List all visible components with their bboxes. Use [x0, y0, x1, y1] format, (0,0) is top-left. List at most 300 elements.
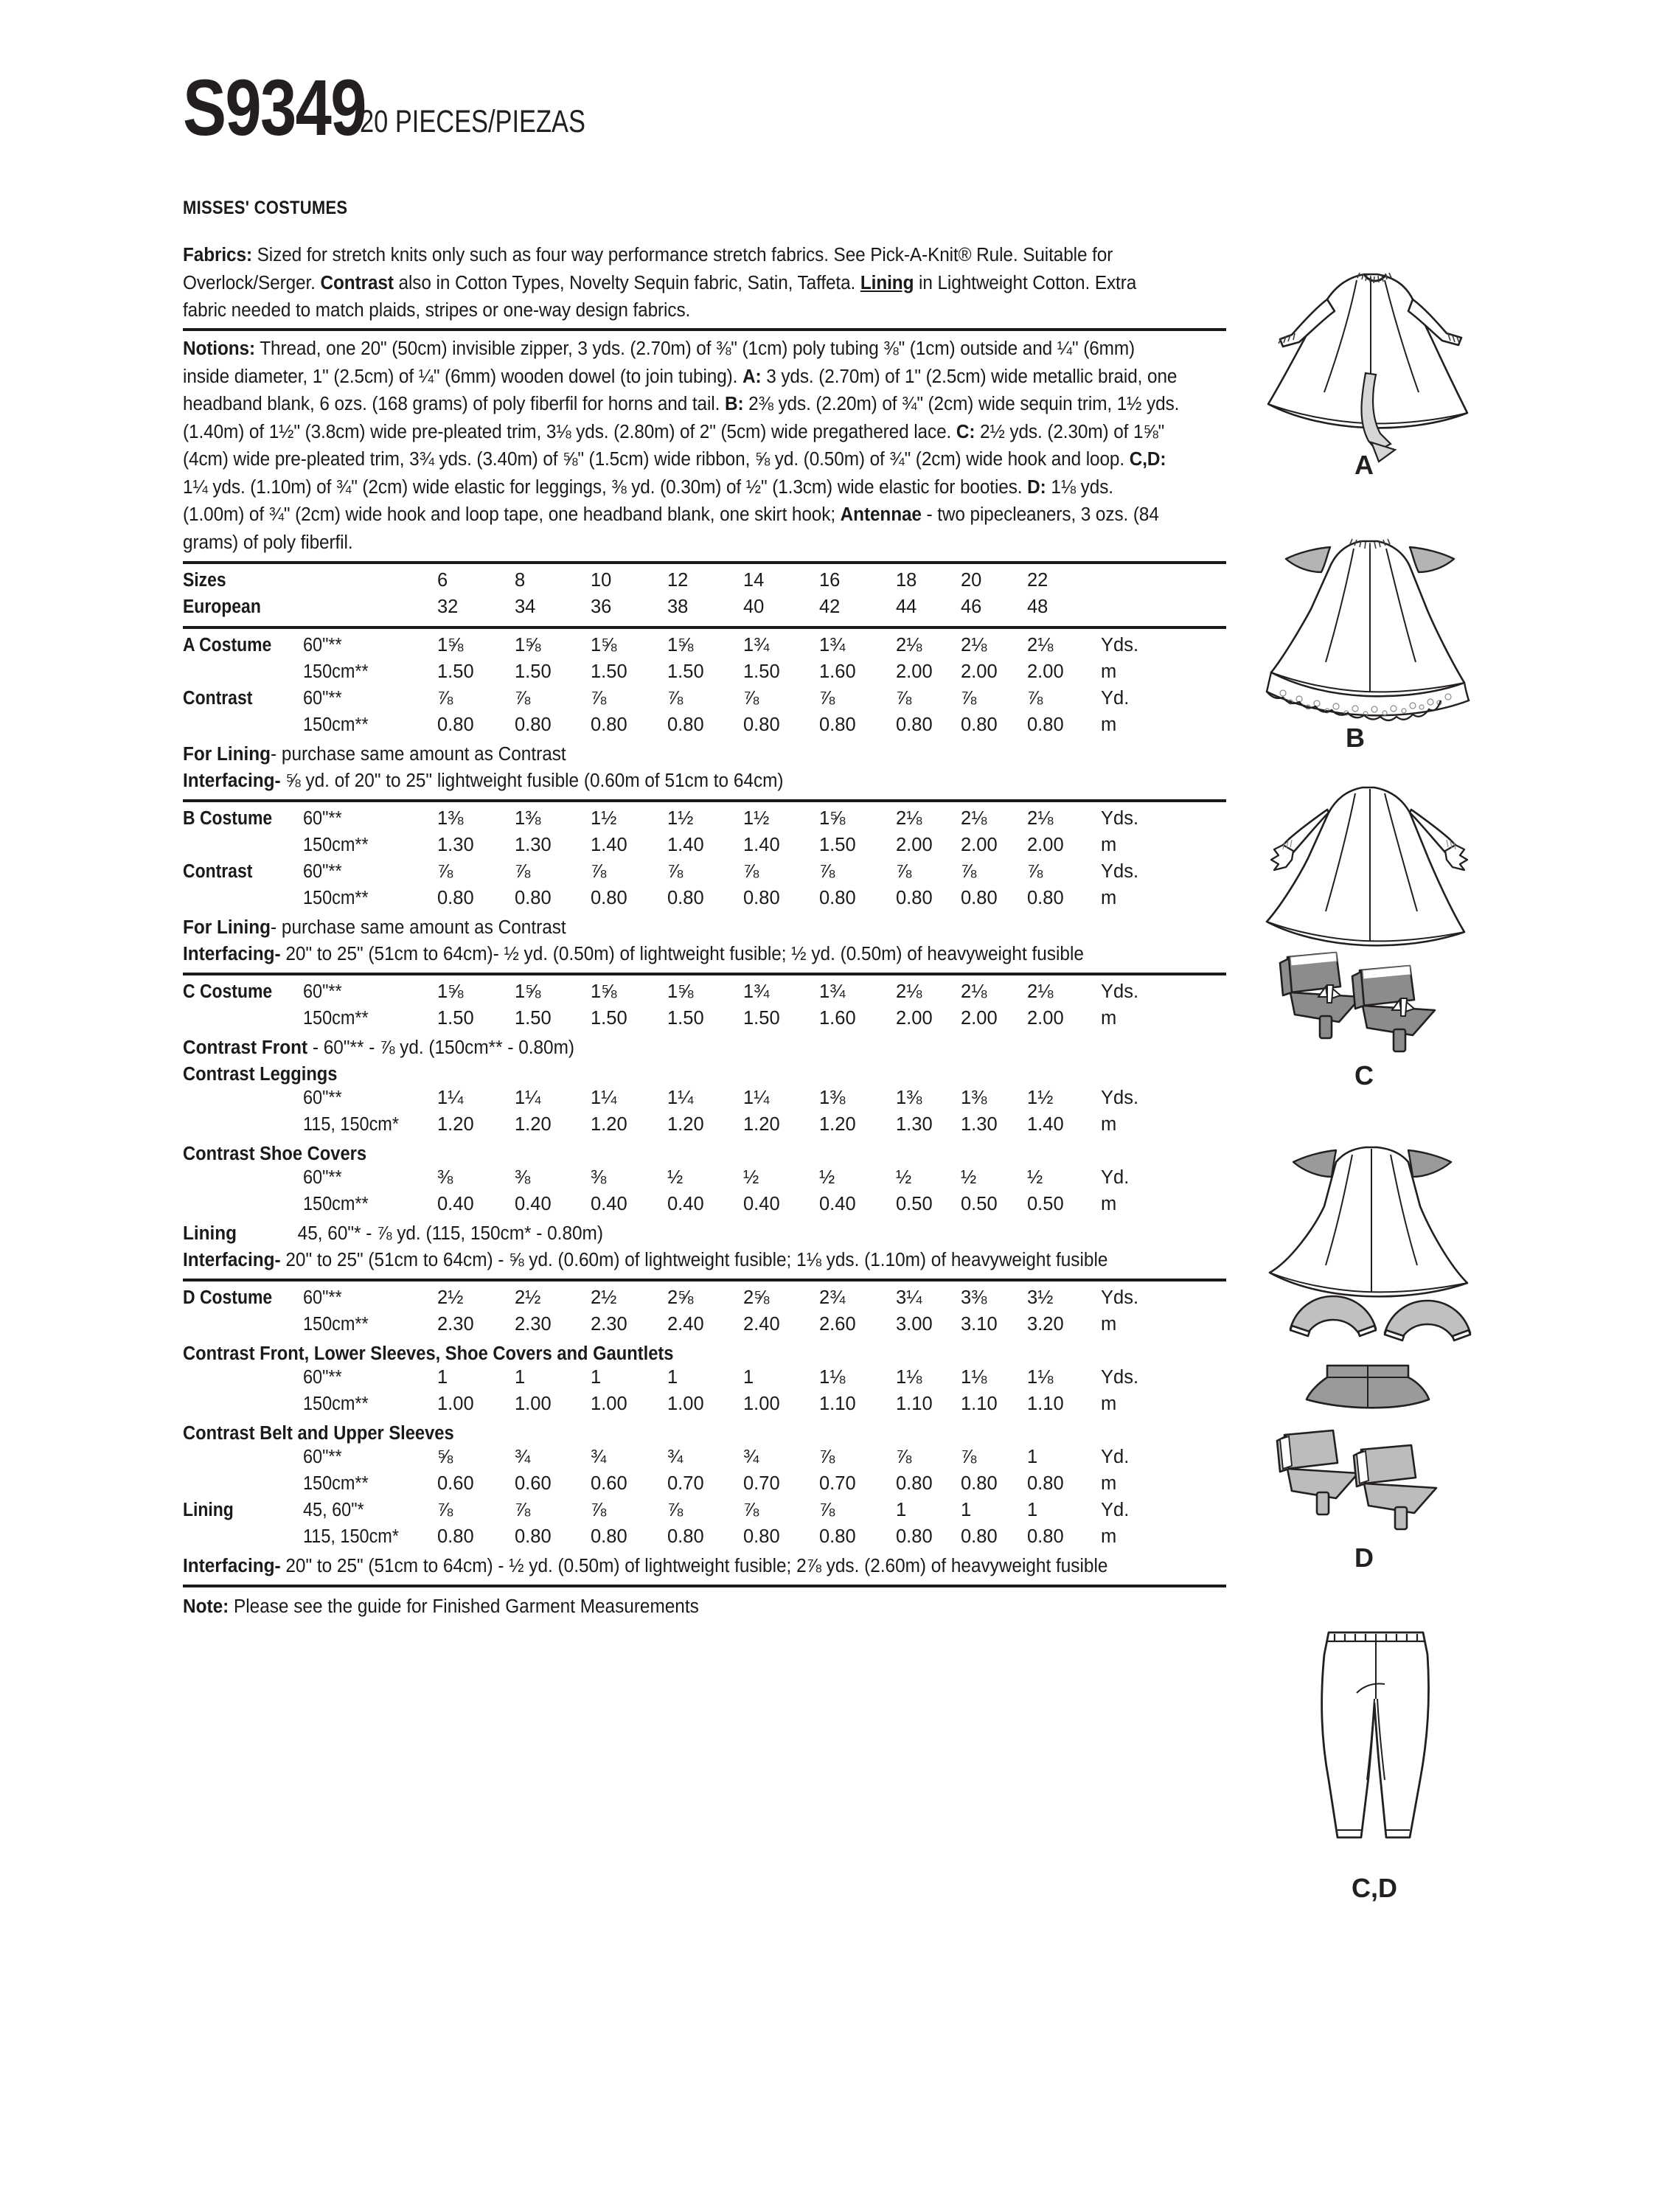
- european-row-value: 32: [437, 597, 459, 617]
- contrast-front-value: 1: [667, 1367, 678, 1388]
- section-d-value: 3½: [1027, 1287, 1054, 1308]
- contrast-front-value: 1.00: [591, 1394, 627, 1414]
- shoecovers-value: ⅜: [437, 1167, 453, 1188]
- section-a-unit: Yds.: [1101, 635, 1139, 655]
- section-a-value: ⅞: [591, 688, 607, 709]
- section-b-value: 2⅛: [896, 808, 922, 829]
- contrast-belt-value: 0.60: [437, 1473, 474, 1494]
- divider-after-sizes: [183, 626, 1226, 629]
- section-d-value: 2.40: [743, 1314, 780, 1335]
- contrast-belt-value: ¾: [743, 1447, 759, 1467]
- section-c-note-0: [183, 1220, 1179, 1247]
- notions-c-text: 2½ yds. (2.30m) of 1⅝" (4cm) wide pre-pleated trim, 3¾ yds. (3.40m) of ⅝" (1.5cm) wide ribbon, ⅝ yd. (0.50m) of ¾" (2cm) wide hook and loop.: [183, 421, 1165, 470]
- table-row: [183, 1473, 1226, 1500]
- lining-value: 0.80: [515, 1526, 552, 1547]
- european-row-value: 34: [515, 597, 536, 617]
- contrast-front-value: 1.00: [743, 1394, 780, 1414]
- lining-value: ⅞: [667, 1500, 684, 1520]
- section-b-unit: Yds.: [1101, 861, 1139, 882]
- section-b-value: 0.80: [437, 888, 474, 908]
- table-row: [183, 808, 1226, 835]
- leggings-value: 1.20: [437, 1114, 474, 1135]
- section-c-fabric-width: 150cm**: [303, 1008, 369, 1029]
- sizes-row: [183, 570, 1226, 597]
- section-a-value: 2⅛: [896, 635, 922, 655]
- section-c-value: 1¾: [743, 981, 770, 1002]
- table-row: [183, 1194, 1226, 1220]
- contrast-front-value: 1.10: [1027, 1394, 1064, 1414]
- contrast-belt-value: 1: [1027, 1447, 1038, 1467]
- contrast-front-value: 1⅛: [961, 1367, 987, 1388]
- section-c-note-0-text: 45, 60"* - ⅞ yd. (115, 150cm* - 0.80m): [297, 1223, 603, 1244]
- section-a-value: 1¾: [819, 635, 846, 655]
- section-b-value: 0.80: [591, 888, 627, 908]
- section-a-value: 2.00: [1027, 661, 1064, 682]
- table-row: [183, 661, 1226, 688]
- section-b-note-0-text: - purchase same amount as Contrast: [271, 917, 566, 938]
- section-d-value: 2.60: [819, 1314, 856, 1335]
- contrast-belt-unit: m: [1101, 1473, 1117, 1494]
- contrast-front-fabric-width: 150cm**: [303, 1394, 369, 1414]
- table-row: [183, 1367, 1226, 1394]
- section-b-value: 0.80: [515, 888, 552, 908]
- leggings-value: 1⅜: [896, 1088, 922, 1108]
- contrast-belt-value: ¾: [515, 1447, 531, 1467]
- leggings-value: 1.20: [515, 1114, 552, 1135]
- contrast-belt-value: ⅞: [896, 1447, 912, 1467]
- section-d-value: 2½: [515, 1287, 541, 1308]
- contrast-front-fabric-width: 60"**: [303, 1367, 342, 1388]
- section-d-value: 3.10: [961, 1314, 998, 1335]
- divider-after-section-c: [183, 1279, 1226, 1281]
- fabrics-paragraph: [183, 242, 1179, 325]
- contrast-front-value: 1.10: [819, 1394, 856, 1414]
- section-d-value: 2½: [591, 1287, 617, 1308]
- leggings-value: 1.30: [961, 1114, 998, 1135]
- fabrics-text-3: in Lightweight Cotton. Extra fabric needed to match plaids, stripes or one-way design fabrics.: [183, 272, 1137, 321]
- section-b-value: 1⅜: [437, 808, 464, 829]
- section-d: [183, 1287, 1226, 1579]
- contrast-belt-value: ⅞: [961, 1447, 977, 1467]
- section-b-value: 1½: [743, 808, 770, 829]
- lining-value: 0.80: [591, 1526, 627, 1547]
- section-a-value: 1⅝: [667, 635, 694, 655]
- section-a-value: 0.80: [437, 714, 474, 735]
- leggings-value: 1.40: [1027, 1114, 1064, 1135]
- section-a-value: ⅞: [1027, 688, 1043, 709]
- lining-value: 0.80: [743, 1526, 780, 1547]
- section-a-value: 1.50: [667, 661, 704, 682]
- section-b-value: 1½: [591, 808, 617, 829]
- section-b-unit: Yds.: [1101, 808, 1139, 829]
- notions-antennae-text: - two pipecleaners, 3 ozs. (84 grams) of poly fiberfil.: [183, 504, 1159, 553]
- shoecovers-unit: m: [1101, 1194, 1117, 1214]
- section-a-value: ⅞: [437, 688, 453, 709]
- section-d-value: 2⅝: [743, 1287, 770, 1308]
- section-c-value: 1.50: [591, 1008, 627, 1029]
- section-c-value: 1.50: [667, 1008, 704, 1029]
- table-row: [183, 981, 1226, 1008]
- section-a-value: 1.50: [515, 661, 552, 682]
- shoecovers-value: 0.50: [896, 1194, 933, 1214]
- sizes-row-value: 20: [961, 570, 982, 591]
- shoecovers-value: ½: [743, 1167, 759, 1188]
- notions-c-label: C:: [956, 421, 975, 442]
- section-d-value: 2.30: [591, 1314, 627, 1335]
- section-b-value: 1.50: [819, 835, 856, 855]
- notions-intro: Thread, one 20" (50cm) invisible zipper, 3 yds. (2.70m) of ⅜" (1cm) poly tubing ⅜" (1cm) outside and ¼" (6mm) inside diameter, 1" (2.5cm) of ¼" (6mm) wooden dowel (to join tubing).: [183, 338, 1135, 387]
- shoecovers-value: 0.40: [667, 1194, 704, 1214]
- leggings-fabric-width: 115, 150cm*: [303, 1114, 399, 1135]
- section-d-value: 2.40: [667, 1314, 704, 1335]
- leggings-value: 1.20: [591, 1114, 627, 1135]
- section-a-value: 0.80: [896, 714, 933, 735]
- section-c-label: C Costume: [183, 981, 273, 1002]
- shoecovers-value: 0.40: [591, 1194, 627, 1214]
- contrast-belt-value: ⅞: [819, 1447, 835, 1467]
- illustration-view-d: [1253, 1135, 1534, 1578]
- shoecovers-unit: Yd.: [1101, 1167, 1130, 1188]
- contrast-front-value: 1: [591, 1367, 602, 1388]
- section-b-label: Contrast: [183, 861, 253, 882]
- european-row-value: 42: [819, 597, 841, 617]
- table-row: [183, 835, 1226, 861]
- section-a-value: 2⅛: [961, 635, 987, 655]
- lining-value: 1: [896, 1500, 907, 1520]
- section-c-unit: m: [1101, 1008, 1117, 1029]
- european-row-value: 38: [667, 597, 689, 617]
- section-a-value: 0.80: [961, 714, 998, 735]
- section-a-value: 0.80: [667, 714, 704, 735]
- contrast-shoecovers-heading: Contrast Shoe Covers: [183, 1144, 367, 1164]
- european-row-value: 36: [591, 597, 612, 617]
- contrast-belt-value: 0.70: [819, 1473, 856, 1494]
- table-row: [183, 714, 1226, 741]
- contrast-belt-value: ¾: [667, 1447, 684, 1467]
- section-b-value: 1.30: [515, 835, 552, 855]
- contrast-belt-unit: Yd.: [1101, 1447, 1130, 1467]
- notions-label: Notions:: [183, 338, 255, 359]
- shoecovers-value: 0.50: [961, 1194, 998, 1214]
- section-d-unit: m: [1101, 1314, 1117, 1335]
- section-a-label: A Costume: [183, 635, 272, 655]
- section-c-value: 1⅝: [591, 981, 617, 1002]
- section-c-value: 1.50: [743, 1008, 780, 1029]
- shoe-cover-pair: [1280, 953, 1435, 1051]
- sizes-row-label: Sizes: [183, 570, 226, 591]
- view-label-c: C: [1354, 1060, 1374, 1091]
- section-c: [183, 981, 1226, 1273]
- section-c-value: 1¾: [819, 981, 846, 1002]
- section-b-fabric-width: 150cm**: [303, 835, 369, 855]
- section-b-value: 1.40: [667, 835, 704, 855]
- contrast-belt-value: 0.80: [1027, 1473, 1064, 1494]
- section-a-value: 1.50: [437, 661, 474, 682]
- section-b-value: 1⅝: [819, 808, 846, 829]
- section-a-label: Contrast: [183, 688, 253, 709]
- leggings-value: 1¼: [437, 1088, 464, 1108]
- shoecovers-value: 0.40: [437, 1194, 474, 1214]
- section-b-value: 1.40: [591, 835, 627, 855]
- contrast-front-value: 1: [743, 1367, 754, 1388]
- lining-unit: Yd.: [1101, 1500, 1130, 1520]
- section-b-value: ⅞: [896, 861, 912, 882]
- leggings-value: 1¼: [667, 1088, 694, 1108]
- section-a-value: 1⅝: [515, 635, 541, 655]
- section-b-note-1-label: Interfacing-: [183, 944, 281, 964]
- view-label-b: B: [1346, 723, 1365, 753]
- sizes-row-value: 6: [437, 570, 448, 591]
- view-label-cd: C,D: [1352, 1873, 1397, 1903]
- section-c-value: 2.00: [896, 1008, 933, 1029]
- section-c-note-0-label: Lining: [183, 1223, 237, 1244]
- fabrics-contrast-label: Contrast: [320, 272, 394, 293]
- table-row: [183, 1114, 1226, 1141]
- contrast-belt-value: 0.80: [896, 1473, 933, 1494]
- section-b-unit: m: [1101, 835, 1117, 855]
- section-c-note-1: [183, 1247, 1179, 1273]
- section-a: [183, 635, 1226, 794]
- contrast-front-value: 1: [437, 1367, 448, 1388]
- section-b-value: ⅞: [961, 861, 977, 882]
- view-label-a: A: [1354, 450, 1374, 480]
- lining-fabric-width: 115, 150cm*: [303, 1526, 399, 1547]
- contrast-front-value: 1.00: [437, 1394, 474, 1414]
- section-b-value: ⅞: [515, 861, 531, 882]
- section-c-value: 1.50: [515, 1008, 552, 1029]
- shoecovers-value: ½: [667, 1167, 684, 1188]
- section-d-value: 3⅜: [961, 1287, 987, 1308]
- leggings-value: 1.30: [896, 1114, 933, 1135]
- contrast-front-note-label: Contrast Front: [183, 1037, 308, 1058]
- section-b-value: 1.30: [437, 835, 474, 855]
- section-c-value: 1.50: [437, 1008, 474, 1029]
- table-row: [183, 888, 1226, 914]
- section-b-value: 0.80: [961, 888, 998, 908]
- section-c-unit: Yds.: [1101, 981, 1139, 1002]
- section-b-value: ⅞: [743, 861, 759, 882]
- section-b-value: 1.40: [743, 835, 780, 855]
- section-a-note-0-text: - purchase same amount as Contrast: [271, 744, 566, 765]
- table-row: [183, 1447, 1226, 1473]
- shoe-cover-pair: [1277, 1430, 1436, 1529]
- lining-value: 0.80: [1027, 1526, 1064, 1547]
- section-d-value: 2⅝: [667, 1287, 694, 1308]
- section-b-value: ⅞: [667, 861, 684, 882]
- illustration-view-cd: [1283, 1622, 1504, 1917]
- contrast-front-value: 1: [515, 1367, 526, 1388]
- leggings-unit: Yds.: [1101, 1088, 1139, 1108]
- contrast-front-value: 1.00: [667, 1394, 704, 1414]
- section-b-note-1: [183, 941, 1179, 967]
- pattern-number: S9349: [183, 63, 366, 152]
- section-a-value: 2.00: [961, 661, 998, 682]
- lining-value: ⅞: [819, 1500, 835, 1520]
- contrast-front-value: 1⅛: [896, 1367, 922, 1388]
- section-b-value: 0.80: [667, 888, 704, 908]
- section-a-note-1-label: Interfacing-: [183, 771, 281, 791]
- contrast-belt-value: 0.80: [961, 1473, 998, 1494]
- section-a-note-1-text: ⅝ yd. of 20" to 25" lightweight fusible (0.60m of 51cm to 64cm): [280, 771, 784, 791]
- section-a-value: 1¾: [743, 635, 770, 655]
- shoecovers-value: ½: [819, 1167, 835, 1188]
- contrast-belt-value: 0.70: [667, 1473, 704, 1494]
- shoecovers-fabric-width: 150cm**: [303, 1194, 369, 1214]
- lining-value: ⅞: [437, 1500, 453, 1520]
- european-row: [183, 597, 1226, 623]
- divider-after-section-a: [183, 799, 1226, 802]
- illustration-view-b: [1253, 516, 1534, 759]
- european-row-value: 46: [961, 597, 982, 617]
- european-row-label: European: [183, 597, 261, 617]
- section-b-value: 0.80: [743, 888, 780, 908]
- shoecovers-value: ⅜: [591, 1167, 607, 1188]
- section-b-value: 2.00: [896, 835, 933, 855]
- divider-after-notions: [183, 561, 1226, 564]
- section-a-value: 1.50: [743, 661, 780, 682]
- notions-a-label: A:: [742, 366, 762, 387]
- section-d-value: 2½: [437, 1287, 464, 1308]
- leggings-unit: m: [1101, 1114, 1117, 1135]
- section-a-fabric-width: 60"**: [303, 635, 342, 655]
- lining-value: 0.80: [896, 1526, 933, 1547]
- section-a-value: 0.80: [515, 714, 552, 735]
- contrast-belt-fabric-width: 150cm**: [303, 1473, 369, 1494]
- section-d-value: 2.30: [515, 1314, 552, 1335]
- illustration-view-c: [1253, 782, 1534, 1099]
- section-d-fabric-width: 60"**: [303, 1287, 342, 1308]
- contrast-belt-fabric-width: 60"**: [303, 1447, 342, 1467]
- contrast-front-heading: Contrast Front, Lower Sleeves, Shoe Covers and Gauntlets: [183, 1343, 674, 1364]
- section-d-note-0: [183, 1553, 1179, 1579]
- section-b-value: ⅞: [437, 861, 453, 882]
- notions-paragraph: [183, 335, 1179, 557]
- contrast-front-value: 1⅛: [1027, 1367, 1054, 1388]
- contrast-belt-value: ¾: [591, 1447, 607, 1467]
- section-b-unit: m: [1101, 888, 1117, 908]
- sizes-row-value: 22: [1027, 570, 1048, 591]
- section-b-value: 1½: [667, 808, 694, 829]
- section-b-value: ⅞: [591, 861, 607, 882]
- section-b-value: 0.80: [896, 888, 933, 908]
- table-row: [183, 861, 1226, 888]
- table-row: [183, 1526, 1226, 1553]
- section-a-value: ⅞: [896, 688, 912, 709]
- lining-value: ⅞: [743, 1500, 759, 1520]
- section-b-value: 1⅜: [515, 808, 541, 829]
- section-b-value: 2.00: [1027, 835, 1064, 855]
- contrast-belt-value: 0.70: [743, 1473, 780, 1494]
- section-b: [183, 808, 1226, 967]
- section-c-value: 2⅛: [961, 981, 987, 1002]
- table-row: [183, 1314, 1226, 1340]
- contrast-belt-value: ⅝: [437, 1447, 453, 1467]
- section-c-value: 1⅝: [515, 981, 541, 1002]
- notions-cd-text: 1¼ yds. (1.10m) of ¾" (2cm) wide elastic for leggings, ⅜ yd. (0.30m) of ½" (1.3cm) wide elastic for booties.: [183, 476, 1028, 498]
- size-table: [183, 570, 1226, 623]
- section-b-label: B Costume: [183, 808, 273, 829]
- notions-b-text: 2⅜ yds. (2.20m) of ¾" (2cm) wide sequin trim, 1½ yds. (1.40m) of 1½" (3.8cm) wide pre-pleated trim, 3⅛ yds. (2.80m) of 2" (5cm) wide pregathered lace.: [183, 394, 1180, 442]
- section-a-unit: m: [1101, 661, 1117, 682]
- lining-label: Lining: [183, 1500, 234, 1520]
- footer-note-label: Note:: [183, 1596, 229, 1617]
- contrast-belt-value: 0.60: [591, 1473, 627, 1494]
- divider-after-section-b: [183, 973, 1226, 975]
- section-a-value: 0.80: [743, 714, 780, 735]
- section-b-value: 2⅛: [961, 808, 987, 829]
- section-b-value: 0.80: [819, 888, 856, 908]
- table-row: [183, 1394, 1226, 1420]
- leggings-value: 1⅜: [961, 1088, 987, 1108]
- lining-value: 0.80: [437, 1526, 474, 1547]
- piece-count: 20 PIECES/PIEZAS: [360, 104, 586, 139]
- shoecovers-value: ½: [961, 1167, 977, 1188]
- sizes-row-value: 10: [591, 570, 612, 591]
- contrast-belt-value: 0.60: [515, 1473, 552, 1494]
- section-a-note-1: [183, 768, 1179, 794]
- table-row: [183, 1008, 1226, 1034]
- contrast-front-value: 1.00: [515, 1394, 552, 1414]
- sizes-row-value: 16: [819, 570, 841, 591]
- section-c-value: 2.00: [1027, 1008, 1064, 1029]
- section-b-value: 2⅛: [1027, 808, 1054, 829]
- contrast-front-value: 1.10: [961, 1394, 998, 1414]
- notions-b-label: B:: [724, 394, 744, 414]
- section-d-unit: Yds.: [1101, 1287, 1139, 1308]
- contrast-belt-heading: Contrast Belt and Upper Sleeves: [183, 1423, 454, 1444]
- contrast-front-value: 1⅛: [819, 1367, 846, 1388]
- shoecovers-value: 0.50: [1027, 1194, 1064, 1214]
- section-a-value: ⅞: [667, 688, 684, 709]
- section-d-note-0-label: Interfacing-: [183, 1556, 281, 1576]
- section-a-value: 0.80: [591, 714, 627, 735]
- lining-unit: m: [1101, 1526, 1117, 1547]
- section-a-fabric-width: 150cm**: [303, 714, 369, 735]
- sizes-row-value: 14: [743, 570, 765, 591]
- illustration-view-a: [1253, 229, 1534, 501]
- section-b-note-1-text: 20" to 25" (51cm to 64cm)- ½ yd. (0.50m) of lightweight fusible; ½ yd. (0.50m) of heavyweight fusible: [280, 944, 1084, 964]
- page-title: MISSES' COSTUMES: [183, 198, 348, 218]
- lining-fabric-width: 45, 60"*: [303, 1500, 364, 1520]
- sizes-row-value: 8: [515, 570, 526, 591]
- lining-value: 0.80: [667, 1526, 704, 1547]
- section-a-value: 2⅛: [1027, 635, 1054, 655]
- section-b-value: 2.00: [961, 835, 998, 855]
- section-a-value: ⅞: [961, 688, 977, 709]
- section-d-value: 2.30: [437, 1314, 474, 1335]
- section-a-value: 0.80: [819, 714, 856, 735]
- section-d-value: 3.00: [896, 1314, 933, 1335]
- section-a-value: 1⅝: [437, 635, 464, 655]
- european-row-value: 44: [896, 597, 917, 617]
- section-a-fabric-width: 150cm**: [303, 661, 369, 682]
- section-b-fabric-width: 60"**: [303, 808, 342, 829]
- contrast-front-note-text: - 60"** - ⅞ yd. (150cm** - 0.80m): [307, 1037, 575, 1058]
- divider-after-fabrics: [183, 328, 1226, 331]
- contrast-front-unit: Yds.: [1101, 1367, 1139, 1388]
- lining-value: 1: [961, 1500, 972, 1520]
- table-row: [183, 635, 1226, 661]
- notions-a-text: 3 yds. (2.70m) of 1" (2.5cm) wide metallic braid, one headband blank, 6 ozs. (168 grams) of poly fiberfil for horns and tail.: [183, 366, 1178, 414]
- leggings-fabric-width: 60"**: [303, 1088, 342, 1108]
- leggings-value: 1⅜: [819, 1088, 846, 1108]
- section-a-value: 0.80: [1027, 714, 1064, 735]
- contrast-front-unit: m: [1101, 1394, 1117, 1414]
- shoecovers-value: 0.40: [515, 1194, 552, 1214]
- section-c-value: 2.00: [961, 1008, 998, 1029]
- shoecovers-value: ½: [896, 1167, 912, 1188]
- section-d-fabric-width: 150cm**: [303, 1314, 369, 1335]
